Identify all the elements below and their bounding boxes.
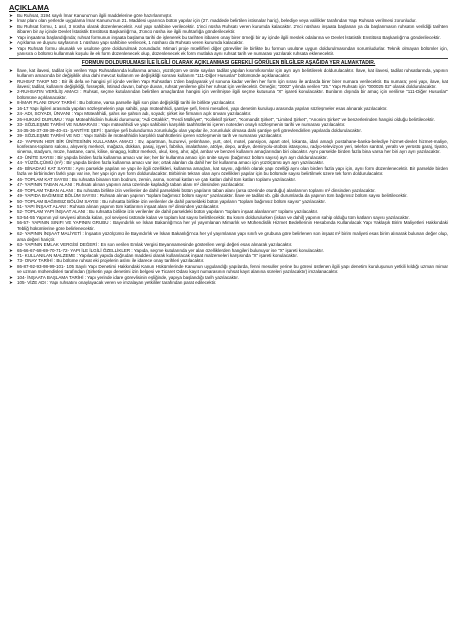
bullet-marker: ➤: [9, 198, 13, 204]
note-text: RUHSAT TAKIP NO : Bir ilk defa ve hangisi yıl içinde verilen Yapı Ruhsatları 1'den başlayarak yıl sonuna kadar verilen her form için sırası ile ardarda birer birer numara verilecektir. Bu numara; yeni yapı, ilave, kat ilavesi; tadilat, kullanım değişikliği, fosseptik, İstinad duvarı, bahçe duvarı, ruhsat yenileme gibi her ruhsat için verilecektir. Örneğin; "2002" yılında verilen "25." Yapı Ruhsatı için "000025 02" olarak doldurulacaktır.: [17, 78, 448, 89]
note-item: [9, 220, 448, 231]
note-text: 62- YAPININ İNŞAAT MALİYETİ : İnşaatın yüzölçümü ile Bayındırlık ve İskan Bakanlığı'nca her yıl yayımlanan yapı sınıfı ve grubuna göre belirlenen son inşaat m² birim maliyeti esas birim alınarak bulunan değer olup, arsa değeri hariçtir.: [17, 231, 448, 242]
intro-text: Bu Ruhsat, 3194 sayılı İmar Kanunu'nun ilgili maddelerine göre hazırlanmıştır.: [17, 13, 173, 18]
bullet-marker: ➤: [9, 274, 13, 280]
intro-list: [9, 13, 448, 57]
note-item: [9, 280, 448, 285]
note-text: 51- YAPI İNŞAAT ALANI : Ruhsatı alınan yapının tüm katlarının inşaat alanı m² dinsinden yazılacaktır.: [17, 203, 220, 209]
intro-text: Bu Ruhsat formu, 1 asıl, 3 nüsha olarak düzenlenecektir. Asıl yapı sahibine verilecektir. 1'inci nüsha Ruhsatı veren kurumda kalacaktır. 2'nci nüshası inşaata başlanan ya da başlanmasın ruhsatın verildiği tarihten itibaren bir ay içinde Devlet İstatistik Enstitüsü Başkanlığı'na, 3'üncü nüsha ise ilgili muhtarlığa gönderilecektir.: [17, 23, 448, 35]
note-text: 39- SÖZLEŞME TARİHİ VE NO : Yapı Sahibi ile müteahhidin karşılıklı taahhütlerini içeren sözleşmenin tarih ve numarası yazılacaktır.: [17, 133, 283, 139]
bullet-marker: ➤: [9, 280, 13, 286]
note-text: 47- YAPININ TABAN ALANI : Ruhsatı alınan yapının arsa üzerinde kapladığı taban alanı m² dinsinden yazılacaktır.: [17, 182, 245, 188]
note-text: 48- TOPLAM TABAN ALANI : Bu ruhsatta birlikte izin verilenler de dahil parseldeki bütün yapıların taban alanı (arsa üzerinde oturduğu) alanlarının toplamı m² dinsinden yazılacaktır.: [17, 187, 376, 193]
note-text: 44- YÜZÖLÇÜMÜ (m²) : Bir yapıda birden fazla kullanma amacı var ise; ortak alanları da dahil her bir kullanma amacı için yüzölçümü ayrı ayrı yazılacaktır.: [17, 160, 325, 166]
bullet-marker: ➤: [9, 176, 13, 182]
note-text: 63- YAPININ EMLAK VERGİSİ DEĞERİ : En son verilen Emlak Vergisi Beyannamesinde gösterilen vergi değeri esas alınarak yazılacaktır.: [17, 242, 293, 248]
note-item: [9, 89, 448, 100]
bullet-marker: ➤: [9, 100, 13, 106]
bullet-marker: ➤: [9, 45, 13, 51]
intro-text: Açıklama ve duyuru sayfasının 1 nüshası yapı sahibine verilecek, 1 nüshası da Ruhsatı veren kurumda kalacaktır.: [17, 40, 244, 46]
bullet-marker: ➤: [9, 105, 13, 111]
note-item: [9, 79, 448, 90]
bullet-marker: ➤: [9, 78, 13, 84]
bullet-marker: ➤: [9, 133, 13, 139]
intro-text: İmar planı olan yerlerde uygulama İmar Kanunu'nun 21. Maddesi uyarınca bütün yapılar için (27. maddede belirtilen istisnalar hariç), belediye veya valilikler tarafından Yapı Ruhsatı verilmesi zorunludur.: [17, 18, 417, 24]
note-text: 8-İMAR PLANI ONAY TARİHİ : Bu bölüme, varsa parselle ilgili son plan değişikliği tarihi ile birlikte yazılacaktır.: [17, 100, 236, 106]
bullet-marker: ➤: [9, 18, 13, 24]
bullet-marker: ➤: [9, 214, 13, 220]
bullet-marker: ➤: [9, 122, 13, 128]
bullet-marker: ➤: [9, 127, 13, 133]
note-text: İlave, kat ilavesi, tadilat için verilen Yapı Ruhsatlarında kullanma amacı, yüzölçüm ve ünite sayıları tadilat yapılan kısım/kısımlar için ayrı ayrı belirtilerek doldurulacaktır. İlave, kat ilavesi, tadilat ruhsatlarında, yapının kullanım amacında bir değişiklik olsa dahi mevcut kullanım ve değişikliği sonrası kullanım "111-Diğer Hususlar" bölümünde açıklanacaktır.: [17, 67, 448, 79]
note-text: 71- KULLANILAN MALZEME : Yapılacak yapıda doğrudan maddesi olarak kullanılacak inşaat malzemeleri karşısında "X" işareti konulacaktır.: [17, 253, 298, 259]
intro-item: [9, 46, 448, 57]
note-text: 73- ONAY TARİHİ : Bu bölüme ruhsat eki projelerin aslını ile idarece onay tarihleri yazılacaktır.: [17, 258, 205, 264]
bullet-marker: ➤: [9, 165, 13, 171]
bullet-marker: ➤: [9, 187, 13, 193]
bullet-marker: ➤: [9, 209, 13, 215]
bullet-marker: ➤: [9, 34, 13, 40]
note-text: 105- VİZE ADI : Yapı ruhsatını onaylayacak veren ve imzalayan yetkililer tarafından parat edilecektir.: [17, 280, 217, 286]
note-text: 46- TOPLAM KAT SAYISI : Bu ruhsatta binanın tüm bodrum, zemin, asma, normal katları ve çatı katları dahil tüm katları toplamı yazılacaktır.: [17, 176, 296, 182]
note-text: 24- ADI, SOYADI, ÜNVANI : Yapı Müteahhidi, şahıs ise şahsın adı, soyadı; şirket ise firmanın açık ünvanı yazılacaktır.: [17, 111, 252, 117]
bullet-marker: ➤: [9, 111, 13, 117]
bullet-marker: ➤: [9, 253, 13, 259]
intro-text: Yapı inşaatına başlandığında; ruhsat formunun inşaata başlama tarihi de işlenerek bu tarihten itibaren onay birer örneği bir ay içinde ilgili meslek odalarına ve Devlet İstatistik Enstitüsü Başkanlığı'na gönderilecektir.: [17, 34, 441, 40]
note-text: 45- BİNADAKİ KAT SAYISI : Aynı parselde yapılan ve yapı ile ilgili özellikleri, kullanma amaçları, kat sayısı, ağırlıklı olarak yapı özelliği aynı olan birden fazla yapı için, aynı form düzenlenecektir. Bir parselde birden fazla ve birbirinden farklı yapı var ise, her yapı için ayrı form doldurulacaktır. Birbirinin tekrarı olan aynı özellikleri yapılar için bu bölümde sayısı belirtilmek üzere tek form doldurulacaktır.: [17, 165, 448, 177]
field-notes-list: [9, 68, 448, 286]
note-item: [9, 231, 448, 242]
bullet-marker: ➤: [9, 40, 13, 46]
note-text: 104- İNŞAATA BAŞLAMA TARİHİ : Yapı yerinde idare görevlisinin eşliğinde, yapıya başlandığı tarih yazılacaktır.: [17, 274, 239, 280]
bullet-marker: ➤: [9, 182, 13, 188]
intro-text: Yapı Ruhsatı formu okunaklı ve usulüne göre doldurulmak zorundadır. Mimari proje müellifleri diğer görevliler ile birlikte bu formun usulüne uygun doldurulmasından sorumludurlar. Teknik olmayan bölümler için, yanısıra o bölümü kullanmak koşulu ile ek form düzenlenecek olup, düzenlenecek ek form mutlaka aynı ruhsat tarih ve numarası yazılarak ruhsata eklenecektir.: [17, 45, 448, 57]
bullet-marker: ➤: [9, 154, 13, 160]
note-text: 2-RUHSATIN VERİLİŞ AMACI : Ruhsat, seçme kutularından belirtilen amaçlardan hangisi için verilmişse ilgili seçme kutusuna "X" işareti konulacaktır. Bunların dışında bir amaç için verilirse "111-Diğer Hususlar" bölümüne açıklanacaktır.: [17, 89, 448, 100]
note-text: 33- SÖZLEŞME TARİHİ VE NUMARASI : Yapı müteahhidi ve yapı sahibinin karşılıklı taahhütlerini içeren noterden onaylı sözleşmenin tarihi ve numarası yazılacaktır.: [17, 122, 346, 128]
bullet-marker: ➤: [9, 13, 13, 18]
note-text: 43- ÜNİTE SAYISI : Bir yapıda birden fazla kullanma amacı var ise; her bir kullanma amacı için ünite sayısı (bağımsız bölüm sayısı) ayrı ayrı doldurulacaktır.: [17, 154, 328, 160]
note-text: 65-66-67-68-69-70-71-72- YAPI İLE İLGİLİ ÖZELLİKLER : Yapıda, seçme kutularında yer alan özelliklerden hangileri bulunuyor ise "X" işareti konulacaktır.: [17, 247, 325, 253]
document-title: AÇIKLAMA: [9, 3, 49, 12]
note-text: 56-57- YAPININ SINIFI VE YAPININ GRUBU : Bayındırlık ve İskan Bakanlığı'nca her yıl yayımlanan Mimarlık ve Mühendislik Hizmet Bedellerinin Hesabında Kullanılacak Yapı Yaklaşık Birim Maliyetleri Hakkındaki Tebliğ hükümlerine göre belirlenecektir.: [17, 220, 448, 231]
bullet-marker: ➤: [9, 160, 13, 166]
bullet-marker: ➤: [9, 89, 13, 95]
bullet-marker: ➤: [9, 203, 13, 209]
note-item: [9, 68, 448, 79]
bullet-marker: ➤: [9, 220, 13, 226]
note-text: 53-54-55 Yapının yol seviyesi altında kalan, yol seviyesi üstünde kalan ve toplam kat sayısı belirtilecektir. Bu kısım doldurulurken (iskan ve dahil) yapının sahip olduğu tüm katların sayısı yazılacaktır.: [17, 214, 410, 220]
note-text: 42- YAPININ HER BİR ÜNİTESİNİN KULLANMA AMACI : Ev, apartman, huzurevi, yetimhane, yurt, otel, motel, pansiyon, apart otel, lokanta, idari amaçlı postahane-banka-belediye hizmet-devlet hizmet-maliye, konferans-toplantı salonu, alışveriş merkezi, mağaza, dükkan, pasaj, işyeri, fabrika, imalathane, atölye, depo, ardiye, demiryolu-otobüs istasyonu, radyo-televizyon yeri, telefon santral, yeraltı ve yerüstü garaj, tiyatro, sinema, stadyum, müze, hastane, cami, kilise, sinagog, kültür merkezi, okul, kreş, ahır, ağıl, ambar ve benzeri kullanım amaçlarından biri olacaktır. Aynı parselde birden fazla bina varsa her biri ayrı ayrı yazılacaktır.: [17, 138, 448, 155]
note-text: 52- TOPLAM YAPI İNŞAAT ALANI : Bu ruhsatta birlikte izin verilenler de dahil parseldeki bütün yapıların "toplam inşaat alanlarının" toplamı yazılacaktır.: [17, 209, 319, 215]
note-item: [9, 166, 448, 177]
note-text: 26-HUKUKİ DURUMU : Yapı Müteahhidinin hukuki durumuna; "Adi Ortaklık", "Ferdi Mülkiyet", "Kollektif Şirket", "Komandit Şirket", "Limited Şirket", "Anonim Şirket" ve benzerlerinden hangisi olduğu belirtilecektir.: [17, 116, 435, 122]
bullet-marker: ➤: [9, 23, 13, 29]
note-item: [9, 139, 448, 155]
bullet-marker: ➤: [9, 263, 13, 269]
note-text: 86-87-92-93-98-99-101- 105 Sayılı Yapı Denetimi Hakkındaki Kanun Hükümlerinde Kanunun uygulandığı yapılarda, fenni mesuller yerine bu görevi üstlenen ilgili yapı denetim kuruluşunun yetkili kıldığı uzman mimar ve uzman mühendisleri tarafından (Şirketin yapı denetimi izin belgesi ve Ticaret Odası kayıt numarasının ruhsat kayıt alanına süreleri yazılacaktır) imzalanacaktır.: [17, 263, 448, 275]
bullet-marker: ➤: [9, 231, 13, 237]
note-text: 16-17 Yapı ilgileri arasında yapılan sözleşmelerin yapı sahibi, yapı müteahhidi, şantiye şefi, fenni mesulleri, yapı denetim kuruluşu arasında yapılan sözleşmeler esas alınarak yazılacaktır.: [17, 105, 388, 111]
bullet-marker: ➤: [9, 67, 13, 73]
note-item: [9, 264, 448, 275]
bullet-marker: ➤: [9, 193, 13, 199]
note-text: 49- YAPIDA BAĞIMSIZ BÖLÜM SAYISI : Ruhsatı alınan yapının "toplam bağımsız bölüm sayısı" yazılacaktır. İlave ve tadilat vb. gibi durumlarda da yapının tüm bağımsız bölüm sayısı belirtilecektir.: [17, 193, 408, 199]
note-text: 34-35-36-37-38-39-40-41- ŞANTİYE ŞEFİ : Şantiye şefi bulundurma zorunluluğu olan yapılar ile, zorunluluk olmasa dahi şantiye şefi görevlendirilen yapılarda doldurulacaktır.: [17, 127, 362, 133]
bullet-marker: ➤: [9, 247, 13, 253]
section-heading: FORMUN DOLDURULMASI İLE İLGİLİ OLARAK AÇIKLANMASI GEREKLİ GÖRÜLEN BİLGİLER AŞAĞIDA YER ALMAKTADIR.: [81, 59, 376, 66]
note-text: 50- TOPLAM BAĞIMSIZ BÖLÜM SAYISI : Bu ruhsatta birlikte izin verilenler de dahil parseldeki bütün yapıların "toplam bağımsız bölüm sayısı" yazılacaktır.: [17, 198, 326, 204]
bullet-marker: ➤: [9, 116, 13, 122]
intro-item: [9, 24, 448, 35]
bullet-marker: ➤: [9, 258, 13, 264]
bullet-marker: ➤: [9, 138, 13, 144]
explanation-document: [9, 3, 448, 635]
divider: [9, 58, 448, 59]
bullet-marker: ➤: [9, 242, 13, 248]
